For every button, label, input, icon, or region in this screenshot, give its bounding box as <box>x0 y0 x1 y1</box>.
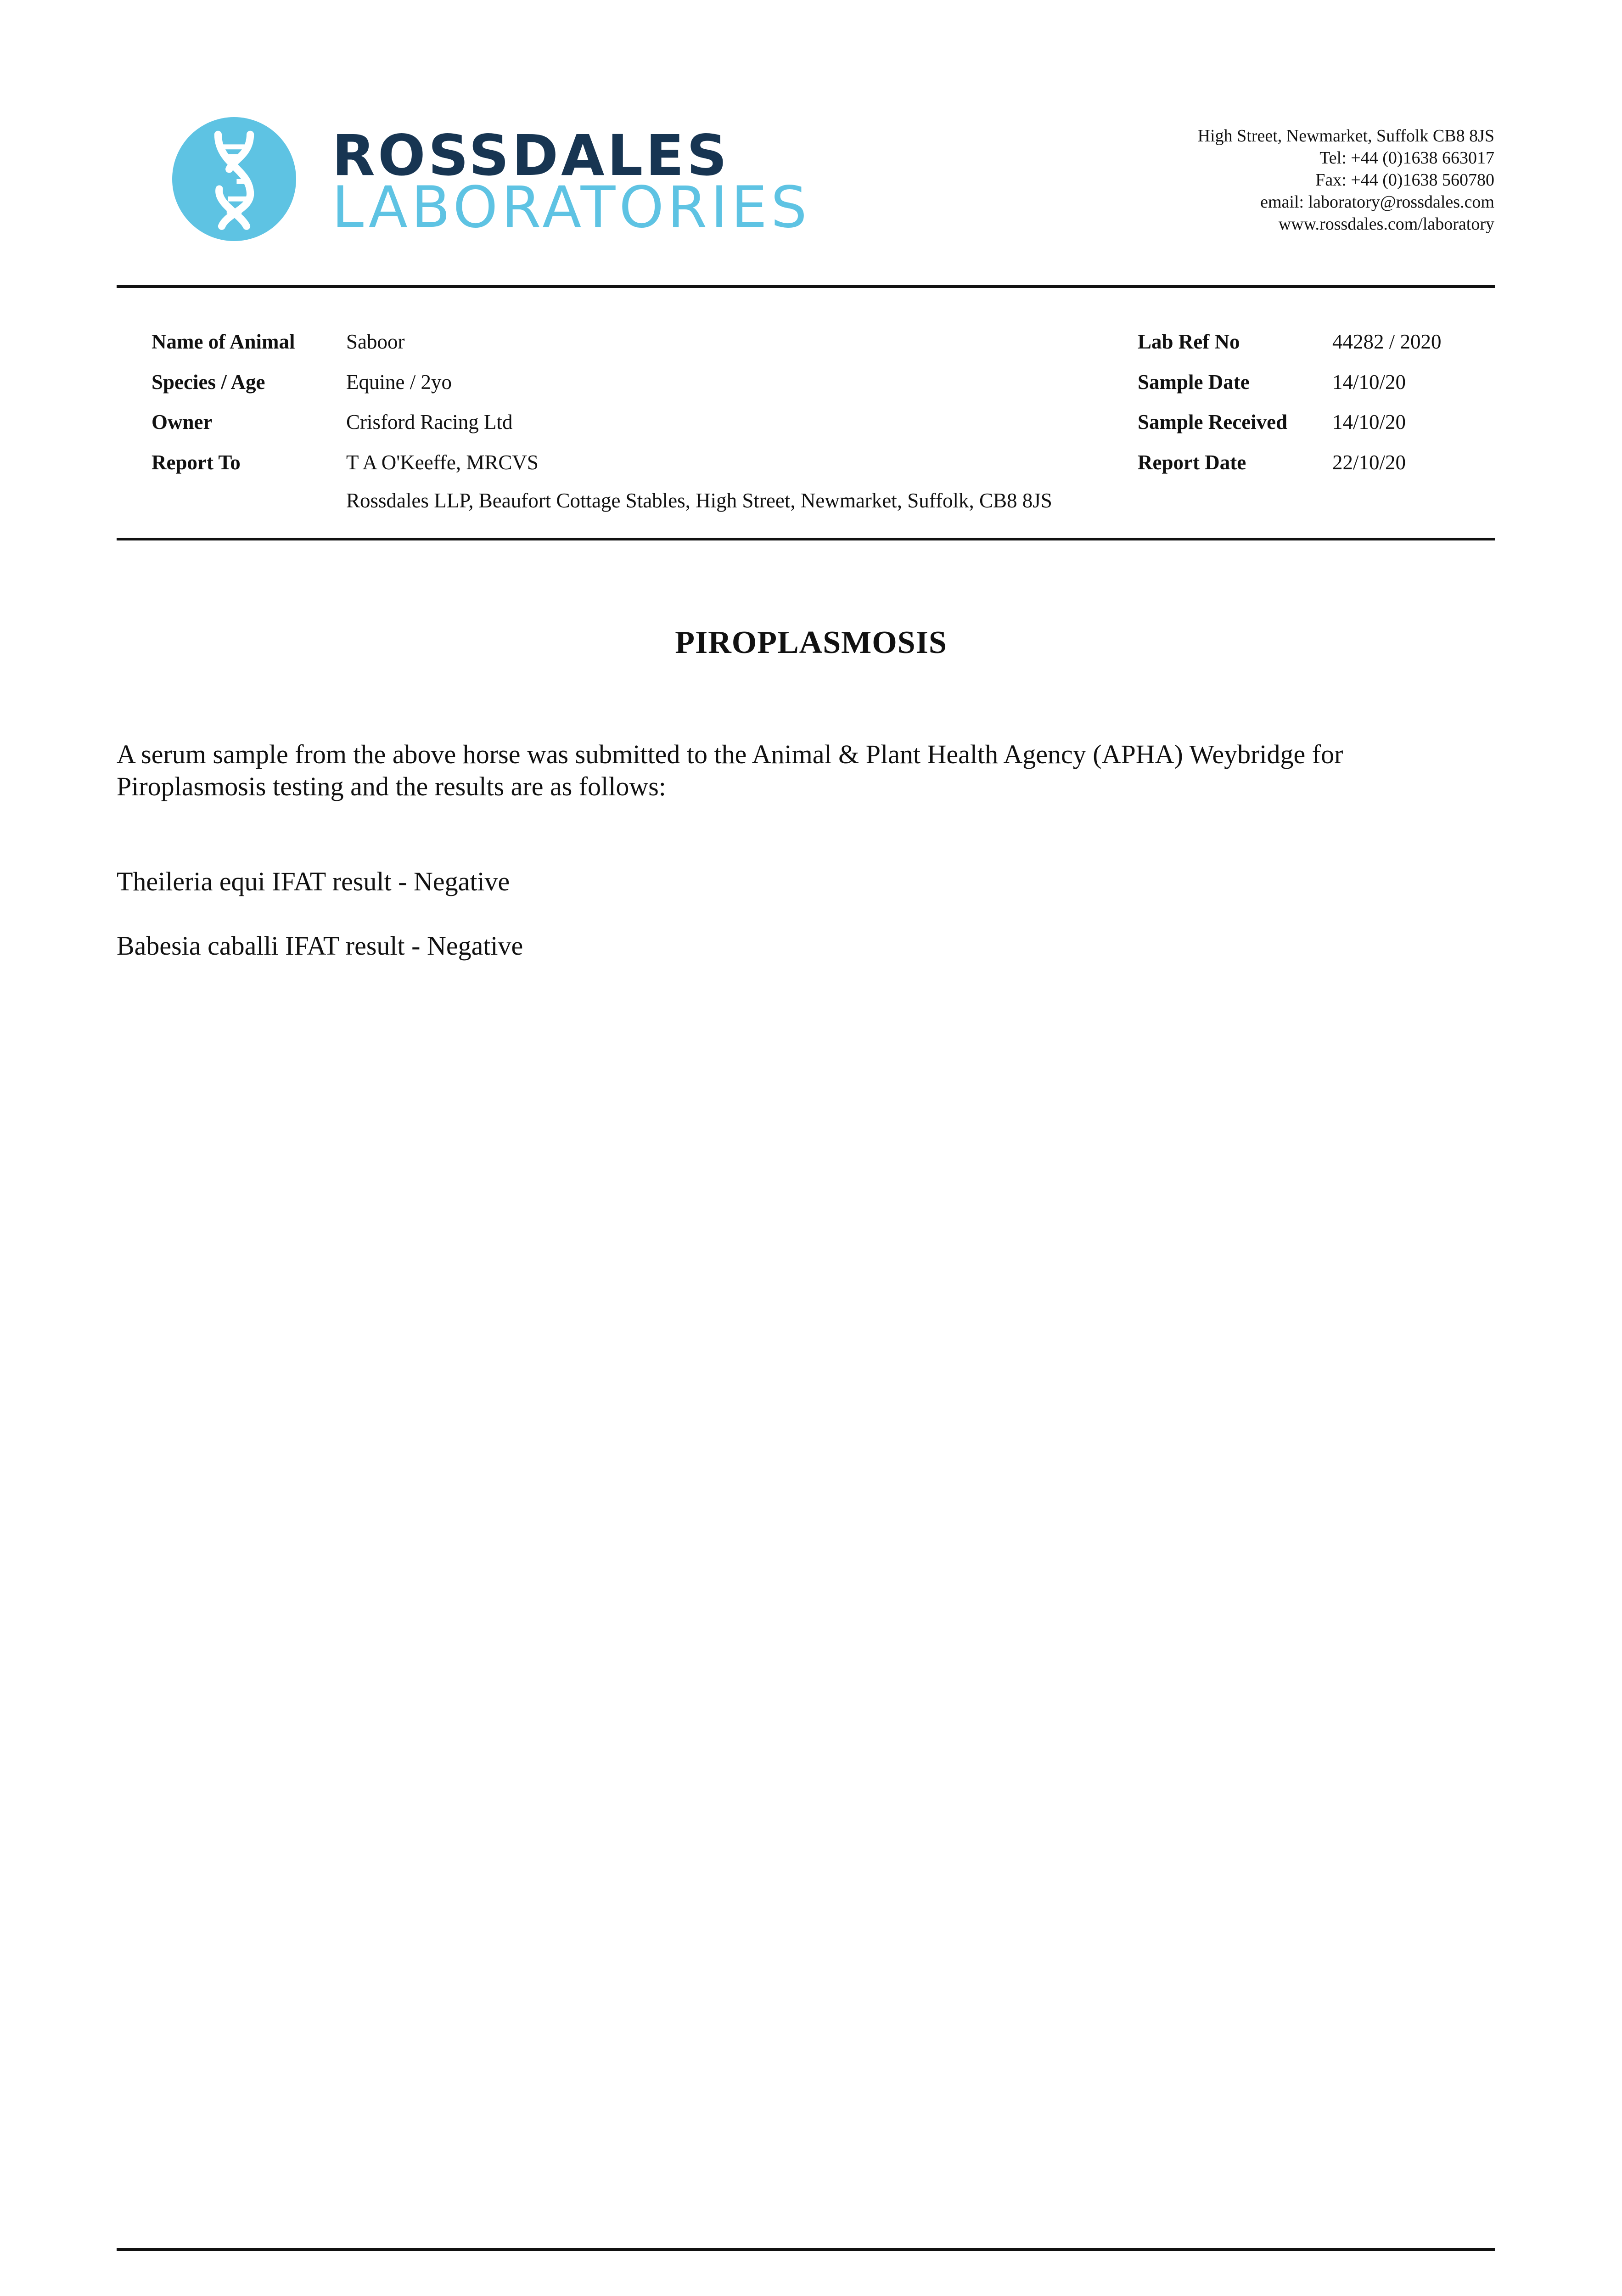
detail-label-species: Species / Age <box>152 371 265 394</box>
brand-name-line2: LABORATORIES <box>332 174 811 241</box>
detail-value-sample-received: 14/10/20 <box>1332 411 1406 433</box>
detail-label-report-to: Report To <box>152 451 241 474</box>
detail-value-sample-date: 14/10/20 <box>1332 371 1406 394</box>
company-logo <box>172 115 815 243</box>
brand-name-line1: ROSSDALES <box>332 123 730 188</box>
detail-value-report-to-address: Rossdales LLP, Beaufort Cottage Stables, High Street, Newmarket, Suffolk, CB8 8JS <box>346 489 1052 512</box>
contact-block <box>1198 125 1494 235</box>
detail-label-sample-date: Sample Date <box>1138 371 1250 394</box>
detail-value-owner: Crisford Racing Ltd <box>346 411 513 433</box>
detail-value-lab-ref: 44282 / 2020 <box>1332 330 1442 353</box>
detail-value-report-date: 22/10/20 <box>1332 451 1406 474</box>
report-title: PIROPLASMOSIS <box>675 625 947 660</box>
detail-label-name: Name of Animal <box>152 330 295 353</box>
contact-fax: Fax: +44 (0)1638 560780 <box>1315 170 1494 190</box>
contact-tel: Tel: +44 (0)1638 663017 <box>1319 148 1494 168</box>
detail-label-report-date: Report Date <box>1138 451 1246 474</box>
detail-value-name: Saboor <box>346 330 405 353</box>
detail-value-species: Equine / 2yo <box>346 371 452 394</box>
contact-address: High Street, Newmarket, Suffolk CB8 8JS <box>1197 126 1494 146</box>
result-babesia: Babesia caballi IFAT result - Negative <box>117 931 523 961</box>
contact-website: www.rossdales.com/laboratory <box>1278 214 1494 234</box>
detail-value-report-to: T A O'Keeffe, MRCVS <box>346 451 539 474</box>
detail-label-owner: Owner <box>152 411 213 433</box>
dna-helix-icon <box>172 117 296 241</box>
footer-divider <box>117 2248 1495 2251</box>
detail-label-sample-received: Sample Received <box>1138 411 1288 433</box>
header-divider <box>117 285 1495 288</box>
detail-label-lab-ref: Lab Ref No <box>1138 330 1240 353</box>
contact-email: email: laboratory@rossdales.com <box>1260 192 1494 212</box>
report-intro: A serum sample from the above horse was submitted to the Animal & Plant Health Agency (APHA) Weybridge for Piroplasmosis testing and the results are as follows: <box>117 739 1343 801</box>
details-divider <box>117 538 1495 540</box>
result-theileria: Theileria equi IFAT result - Negative <box>117 867 510 896</box>
